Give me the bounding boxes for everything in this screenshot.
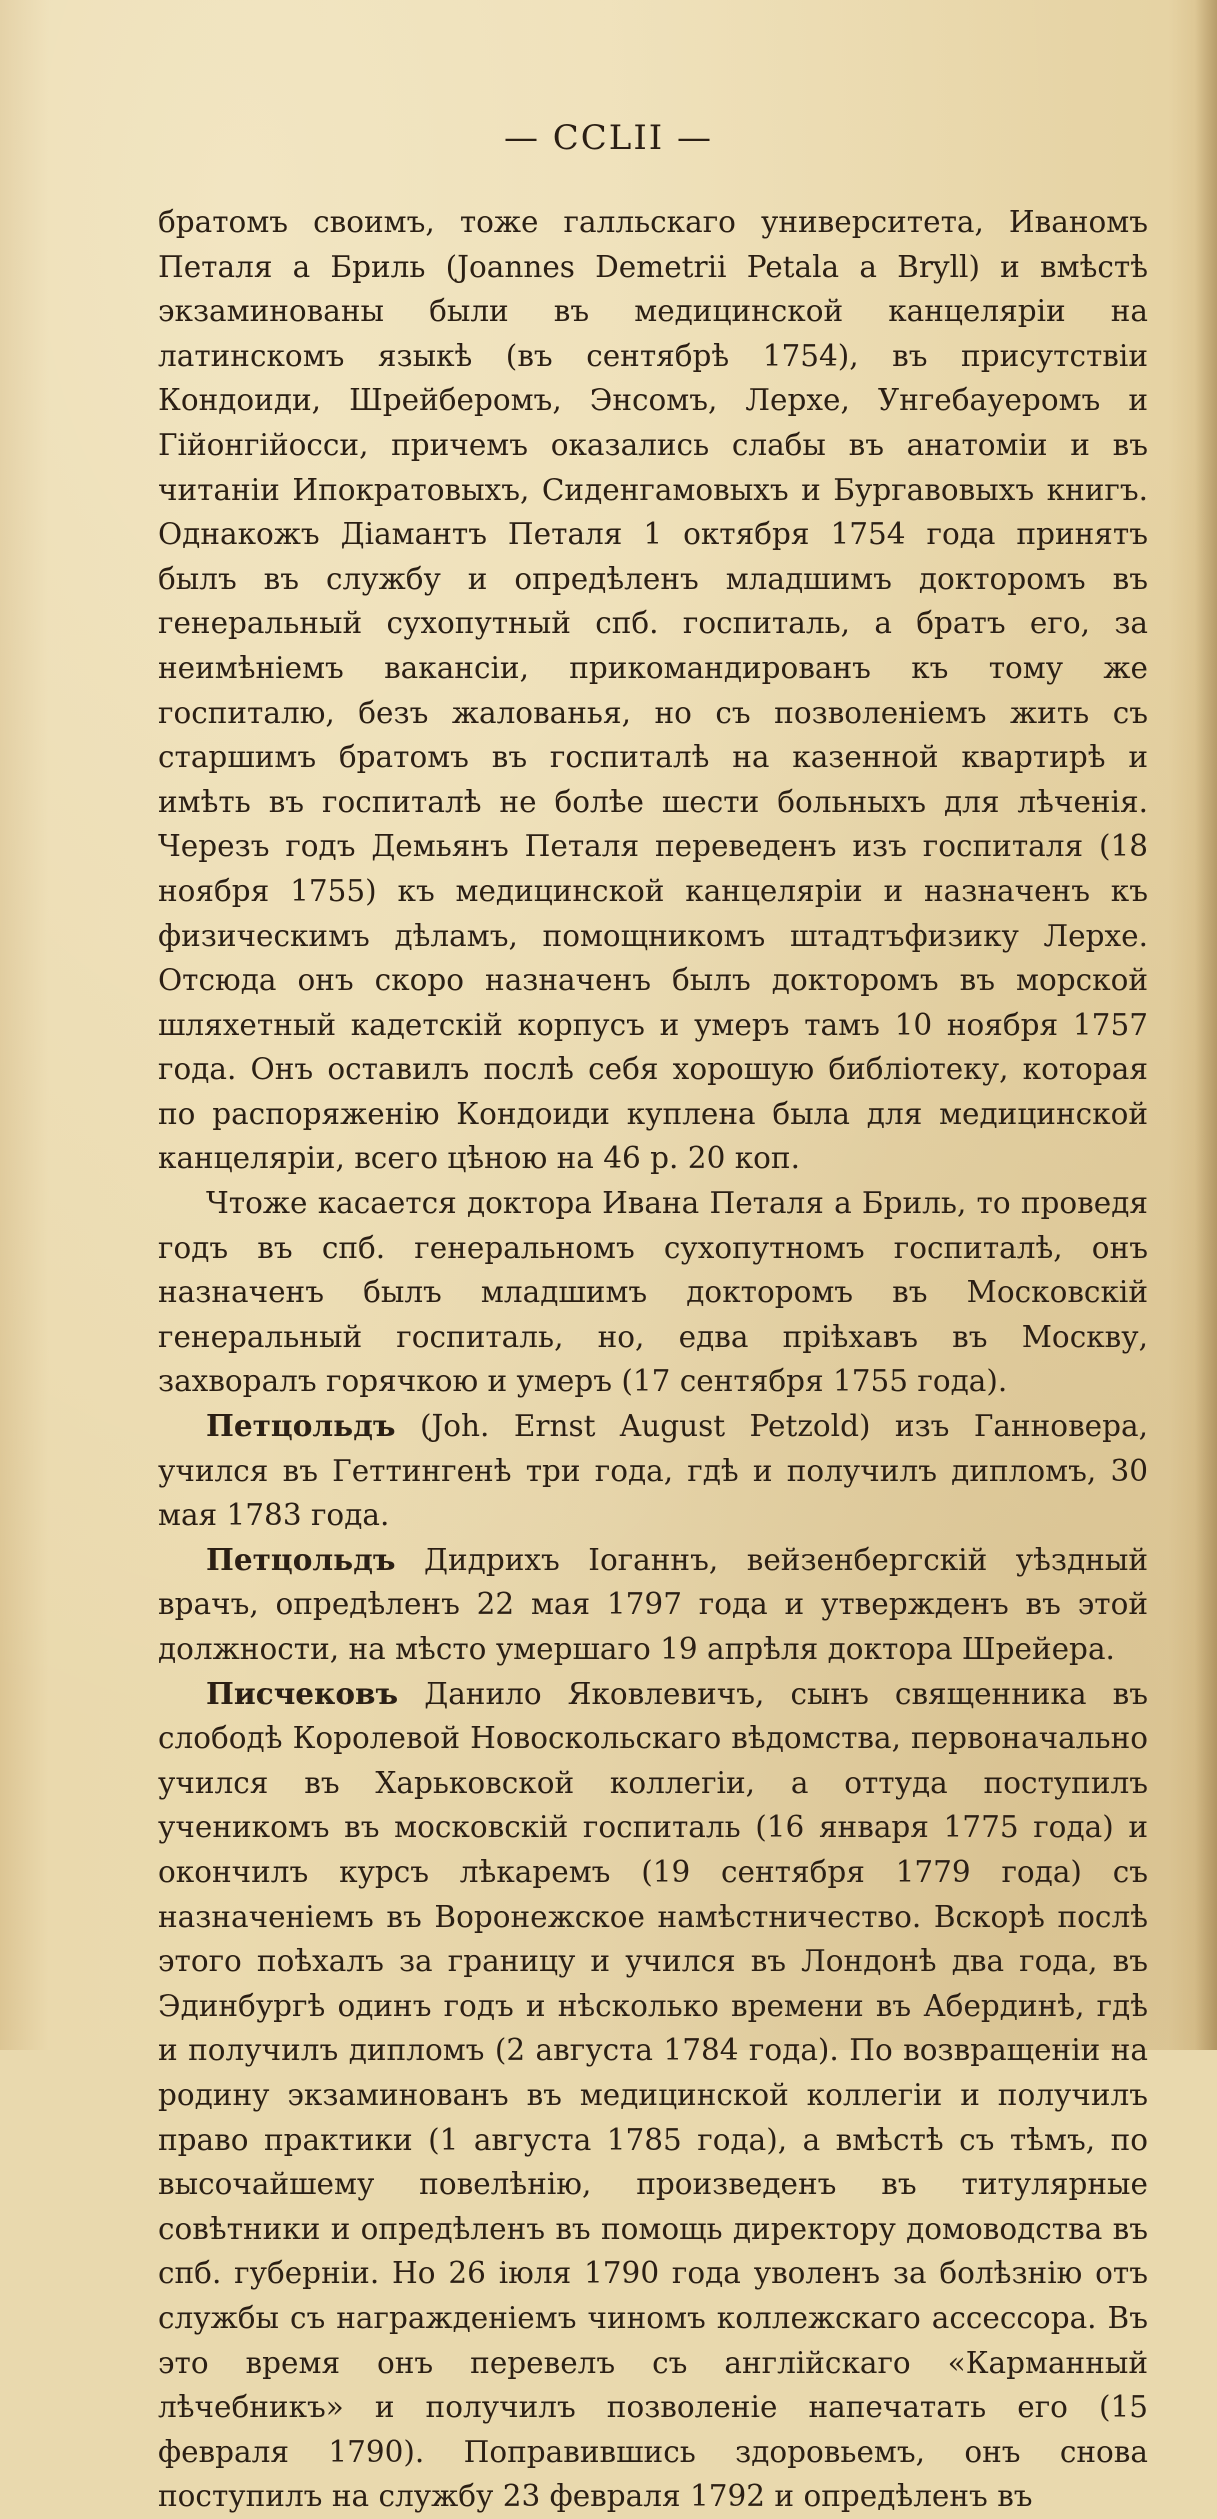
page-number-header: — CCLII — <box>503 118 714 158</box>
paragraph-text: братомъ своимъ, тоже галльскаго университета, Иваномъ Петаля а Бриль (Joannes Demetrii Petala a Bryll) и вмѣстѣ экзаминованы были въ медицинской канцеляріи на латинскомъ языкѣ (въ сентябрѣ 1754), въ присутствіи Кондоиди, Шрейберомъ, Энсомъ, Лерхе, Унгебауеромъ и Гійонгійосси, причемъ оказались слабы въ анатоміи и въ читаніи Ипократовыхъ, Сиденгамовыхъ и Бургавовыхъ книгъ. Однакожъ Діамантъ Петаля 1 октября 1754 года принятъ былъ въ службу и опредѣленъ младшимъ докторомъ въ генеральный сухопутный спб. госпиталь, а братъ его, за неимѣніемъ вакансіи, прикомандированъ къ тому же госпиталю, безъ жалованья, но съ позволеніемъ жить съ старшимъ братомъ въ госпиталѣ на казенной квартирѣ и имѣть въ госпиталѣ не болѣе шести больныхъ для лѣченія. Черезъ годъ Демьянъ Петаля переведенъ изъ госпиталя (18 ноября 1755) къ медицинской канцеляріи и назначенъ къ физическимъ дѣламъ, помощникомъ штадтъфизику Лерхе. Отсюда онъ скоро назначенъ былъ докторомъ въ морской шляхетный кадетскій корпусъ и умеръ тамъ 10 ноября 1757 года. Онъ оставилъ послѣ себя хорошую библіотеку, которая по распоряженію Кондоиди куплена была для медицинской канцеляріи, всего цѣною на 46 р. 20 коп. <box>158 205 1148 1176</box>
entry-petzold-johann <box>158 1404 1148 1538</box>
entry-headword: Писчековъ <box>206 1675 399 1711</box>
paragraph-petala-brothers <box>158 200 1148 1181</box>
entry-pischekov <box>158 1672 1148 2519</box>
entry-headword: Петцольдъ <box>206 1408 396 1444</box>
entry-headword: Петцольдъ <box>206 1541 396 1577</box>
page-spine-shadow <box>1195 0 1217 2050</box>
entry-petzold-didrich <box>158 1538 1148 1672</box>
paragraph-text: Чтоже касается доктора Ивана Петаля а Бриль, то проведя годъ въ спб. генеральномъ сухопутномъ госпиталѣ, онъ назначенъ былъ младшимъ докторомъ въ Московскій генеральный госпиталь, но, едва пріѣхавъ въ Москву, захворалъ горячкою и умеръ (17 сентября 1755 года). <box>158 1186 1148 1399</box>
entry-text: Данило Яковлевичъ, сынъ священника въ слободѣ Королевой Новоскольскаго вѣдомства, первоначально учился въ Харьковской коллегіи, а оттуда поступилъ ученикомъ въ московскій госпиталь (16 января 1775 года) и окончилъ курсъ лѣкаремъ (19 сентября 1779 года) съ назначеніемъ въ Воронежское намѣстничество. Вскорѣ послѣ этого поѣхалъ за границу и учился въ Лондонѣ два года, въ Эдинбургѣ одинъ годъ и нѣсколько времени въ Абердинѣ, гдѣ и получилъ дипломъ (2 августа 1784 года). По возвращеніи на родину экзаминованъ въ медицинской коллегіи и получилъ право практики (1 августа 1785 года), а вмѣстѣ съ тѣмъ, по высочайшему повелѣнію, произведенъ въ титулярные совѣтники и опредѣленъ въ помощь директору домоводства въ спб. губерніи. Но 26 іюля 1790 года уволенъ за болѣзнію отъ службы съ награжденіемъ чиномъ коллежскаго ассессора. Въ это время онъ перевелъ съ англійскаго «Карманный лѣчебникъ» и получилъ позволеніе напечатать его (15 февраля 1790). Поправившись здоровьемъ, онъ снова поступилъ на службу 23 февраля 1792 и опредѣленъ въ <box>158 1676 1148 2514</box>
paragraph-ivan-petala <box>158 1181 1148 1404</box>
entry-text: Дидрихъ Іоганнъ, вейзенбергскій уѣздный врачъ, опредѣленъ 22 мая 1797 года и утвержденъ въ этой должности, на мѣсто умершаго 19 апрѣля доктора Шрейера. <box>158 1542 1148 1666</box>
body-text <box>158 200 1148 2519</box>
entry-text: (Joh. Ernst August Petzold) изъ Ганновера, учился въ Геттингенѣ три года, гдѣ и получилъ дипломъ, 30 мая 1783 года. <box>158 1409 1148 1533</box>
